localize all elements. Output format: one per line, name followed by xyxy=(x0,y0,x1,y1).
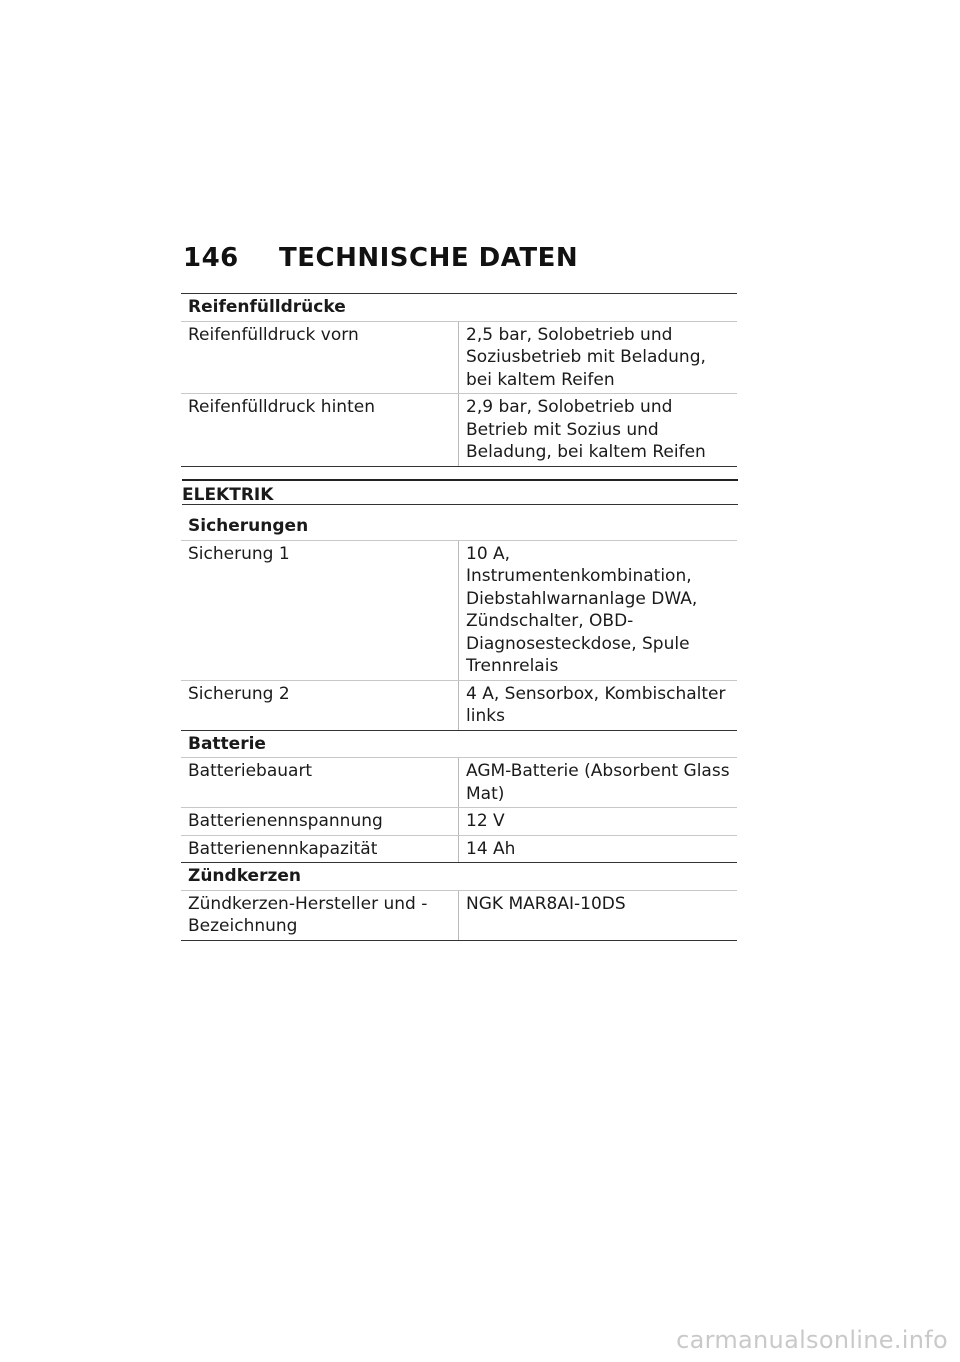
page-title: TECHNISCHE DATEN xyxy=(279,243,579,273)
table-row xyxy=(181,680,737,730)
table-group-header xyxy=(181,294,737,322)
row-label: Reifenfülldruck hinten xyxy=(181,394,459,467)
group-title-fuses: Sicherungen xyxy=(181,513,737,540)
row-value: 2,5 bar, Solobetrieb und Soziusbetrieb mit Beladung, bei kaltem Reifen xyxy=(459,321,738,394)
row-label: Batterienennspannung xyxy=(181,808,459,836)
table-row xyxy=(181,321,737,394)
row-value: 10 A, Instrumentenkombination, Diebstahlwarnanlage DWA, Zündschalter, OBD-Diagnosesteckdose, Spule Trennrelais xyxy=(459,540,738,680)
row-label: Zündkerzen-Hersteller und -Bezeichnung xyxy=(181,890,459,940)
row-value: NGK MAR8AI-10DS xyxy=(459,890,738,940)
electrics-section xyxy=(181,513,737,941)
table-group-header xyxy=(181,730,737,758)
group-title-spark-plugs: Zündkerzen xyxy=(181,863,737,891)
row-value: 2,9 bar, Solobetrieb und Betrieb mit Sozius und Beladung, bei kaltem Reifen xyxy=(459,394,738,467)
group-title-battery: Batterie xyxy=(181,730,737,758)
electrics-table xyxy=(181,513,737,941)
table-group-header xyxy=(181,863,737,891)
table-row xyxy=(181,394,737,467)
watermark-text: carmanualsonline.info xyxy=(676,1326,948,1354)
row-label: Batterienennkapazität xyxy=(181,835,459,863)
table-row xyxy=(181,808,737,836)
row-label: Batteriebauart xyxy=(181,758,459,808)
table-row xyxy=(181,540,737,680)
row-label: Sicherung 2 xyxy=(181,680,459,730)
row-label: Sicherung 1 xyxy=(181,540,459,680)
section-title-electrics: ELEKTRIK xyxy=(182,479,738,505)
table-row xyxy=(181,890,737,940)
table-row xyxy=(181,835,737,863)
tire-pressure-section xyxy=(181,293,737,467)
row-value: AGM-Batterie (Absorbent Glass Mat) xyxy=(459,758,738,808)
page-header xyxy=(183,243,578,273)
table-group-header xyxy=(181,513,737,540)
row-value: 14 Ah xyxy=(459,835,738,863)
group-title-tire-pressure: Reifenfülldrücke xyxy=(181,294,737,322)
row-value: 4 A, Sensorbox, Kombischalter links xyxy=(459,680,738,730)
page-number: 146 xyxy=(183,243,239,273)
tire-pressure-table xyxy=(181,293,737,467)
row-value: 12 V xyxy=(459,808,738,836)
table-row xyxy=(181,758,737,808)
row-label: Reifenfülldruck vorn xyxy=(181,321,459,394)
